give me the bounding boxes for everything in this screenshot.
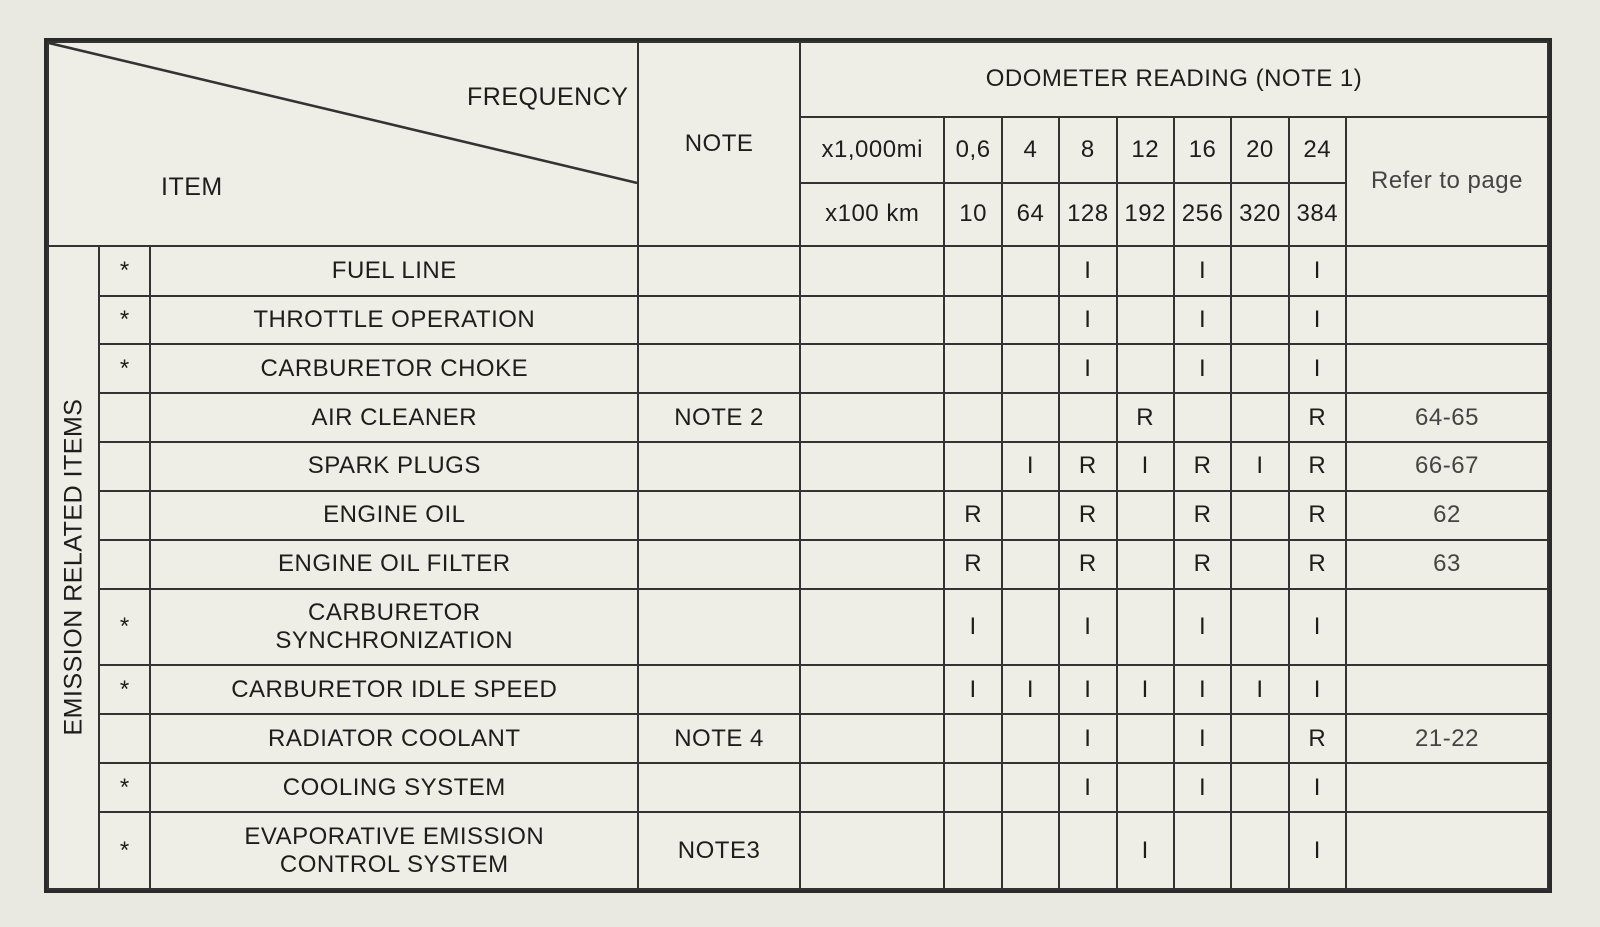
item-note: [638, 665, 800, 714]
service-mark: [1002, 393, 1059, 442]
mile-header: 20: [1231, 117, 1288, 184]
service-mark: [1059, 812, 1116, 889]
service-mark: R: [1289, 442, 1346, 491]
mile-header: 8: [1059, 117, 1116, 184]
service-mark: [944, 246, 1001, 296]
service-mark: [944, 763, 1001, 812]
service-mark: [1002, 491, 1059, 540]
dealer-service-star: *: [99, 812, 150, 889]
item-name: AIR CLEANER: [150, 393, 638, 442]
refer-page: 62: [1346, 491, 1548, 540]
service-mark: I: [1289, 812, 1346, 889]
service-mark: R: [1289, 540, 1346, 589]
service-mark: I: [1117, 442, 1174, 491]
table-row: [48, 714, 1548, 763]
service-mark: [1231, 589, 1288, 666]
item-note: [638, 442, 800, 491]
unit-spacer-cell: [800, 393, 944, 442]
table-row: [48, 491, 1548, 540]
service-mark: I: [1059, 246, 1116, 296]
table-row: [48, 589, 1548, 666]
service-mark: I: [1289, 589, 1346, 666]
km-header: 128: [1059, 183, 1116, 245]
service-mark: I: [1174, 714, 1231, 763]
item-name: CARBURETOR SYNCHRONIZATION: [150, 589, 638, 666]
item-note: [638, 763, 800, 812]
item-name: CARBURETOR CHOKE: [150, 344, 638, 393]
table-row: [48, 665, 1548, 714]
service-mark: [1002, 589, 1059, 666]
unit-spacer-cell: [800, 344, 944, 393]
item-note: [638, 296, 800, 345]
service-mark: I: [1002, 442, 1059, 491]
service-mark: [1117, 763, 1174, 812]
item-note: [638, 491, 800, 540]
service-mark: [1117, 344, 1174, 393]
dealer-service-star: [99, 714, 150, 763]
service-mark: R: [944, 540, 1001, 589]
unit-spacer-cell: [800, 589, 944, 666]
refer-page: [1346, 763, 1548, 812]
refer-page: [1346, 665, 1548, 714]
service-mark: I: [944, 589, 1001, 666]
service-mark: [1117, 714, 1174, 763]
service-mark: [1231, 714, 1288, 763]
service-mark: R: [1059, 540, 1116, 589]
service-mark: R: [1289, 393, 1346, 442]
unit-spacer-cell: [800, 812, 944, 889]
dealer-service-star: *: [99, 296, 150, 345]
item-note: NOTE 4: [638, 714, 800, 763]
item-name: FUEL LINE: [150, 246, 638, 296]
service-mark: R: [944, 491, 1001, 540]
service-mark: [1117, 491, 1174, 540]
service-mark: [944, 442, 1001, 491]
unit-spacer-cell: [800, 296, 944, 345]
service-mark: [1231, 763, 1288, 812]
item-note: [638, 589, 800, 666]
service-mark: [1231, 246, 1288, 296]
service-mark: I: [1231, 665, 1288, 714]
service-mark: [1002, 246, 1059, 296]
section-label: EMISSION RELATED ITEMS: [59, 398, 88, 736]
item-label: ITEM: [161, 173, 223, 201]
service-mark: [1002, 296, 1059, 345]
item-name: CARBURETOR IDLE SPEED: [150, 665, 638, 714]
unit-spacer-cell: [800, 665, 944, 714]
mile-header: 24: [1289, 117, 1346, 184]
item-name: ENGINE OIL FILTER: [150, 540, 638, 589]
refer-page: [1346, 246, 1548, 296]
item-name: SPARK PLUGS: [150, 442, 638, 491]
item-name: THROTTLE OPERATION: [150, 296, 638, 345]
item-name: ENGINE OIL: [150, 491, 638, 540]
service-mark: [944, 393, 1001, 442]
service-mark: I: [1231, 442, 1288, 491]
dealer-service-star: *: [99, 589, 150, 666]
service-mark: [1231, 344, 1288, 393]
frequency-label: FREQUENCY: [467, 83, 629, 111]
service-mark: [1231, 491, 1288, 540]
maintenance-schedule-table: [44, 38, 1552, 893]
refer-page: [1346, 812, 1548, 889]
service-mark: I: [1059, 344, 1116, 393]
service-mark: [1231, 540, 1288, 589]
service-mark: R: [1059, 491, 1116, 540]
service-mark: [1002, 344, 1059, 393]
service-mark: R: [1289, 491, 1346, 540]
item-frequency-header: [48, 42, 638, 246]
mile-header: 4: [1002, 117, 1059, 184]
km-header: 320: [1231, 183, 1288, 245]
unit-spacer-cell: [800, 540, 944, 589]
dealer-service-star: *: [99, 246, 150, 296]
service-mark: [1174, 812, 1231, 889]
service-mark: [1059, 393, 1116, 442]
unit-miles: x1,000mi: [800, 117, 944, 184]
service-mark: I: [1059, 589, 1116, 666]
service-mark: I: [1117, 665, 1174, 714]
service-mark: [1231, 393, 1288, 442]
refer-page: 64-65: [1346, 393, 1548, 442]
refer-page: [1346, 296, 1548, 345]
service-mark: [1117, 246, 1174, 296]
item-note: NOTE3: [638, 812, 800, 889]
service-mark: I: [1289, 246, 1346, 296]
unit-spacer-cell: [800, 491, 944, 540]
item-note: NOTE 2: [638, 393, 800, 442]
dealer-service-star: *: [99, 344, 150, 393]
service-mark: [1231, 296, 1288, 345]
item-name: EVAPORATIVE EMISSION CONTROL SYSTEM: [150, 812, 638, 889]
refer-page: 63: [1346, 540, 1548, 589]
item-note: [638, 344, 800, 393]
unit-spacer-cell: [800, 442, 944, 491]
table-row: [48, 540, 1548, 589]
service-mark: I: [1174, 344, 1231, 393]
item-name: COOLING SYSTEM: [150, 763, 638, 812]
dealer-service-star: [99, 540, 150, 589]
service-mark: [944, 296, 1001, 345]
service-mark: R: [1289, 714, 1346, 763]
km-header: 10: [944, 183, 1001, 245]
refer-page: 21-22: [1346, 714, 1548, 763]
service-mark: I: [1117, 812, 1174, 889]
service-mark: [944, 344, 1001, 393]
refer-page: 66-67: [1346, 442, 1548, 491]
service-mark: [1002, 714, 1059, 763]
table-row: [48, 246, 1548, 296]
service-mark: I: [1059, 763, 1116, 812]
service-mark: I: [1174, 296, 1231, 345]
service-mark: R: [1174, 491, 1231, 540]
service-mark: I: [1059, 296, 1116, 345]
service-mark: [1117, 589, 1174, 666]
service-mark: I: [1289, 344, 1346, 393]
km-header: 192: [1117, 183, 1174, 245]
service-mark: [944, 812, 1001, 889]
schedule-grid: [47, 41, 1549, 890]
service-mark: I: [1002, 665, 1059, 714]
service-mark: R: [1059, 442, 1116, 491]
section-label-cell: [48, 246, 99, 889]
service-mark: [1231, 812, 1288, 889]
service-mark: [1002, 763, 1059, 812]
unit-spacer-cell: [800, 714, 944, 763]
service-mark: I: [1174, 665, 1231, 714]
table-row: [48, 344, 1548, 393]
table-row: [48, 763, 1548, 812]
service-mark: I: [944, 665, 1001, 714]
note-header: NOTE: [638, 42, 800, 246]
item-note: [638, 540, 800, 589]
mile-header: 16: [1174, 117, 1231, 184]
dealer-service-star: [99, 442, 150, 491]
service-mark: I: [1059, 665, 1116, 714]
unit-spacer-cell: [800, 246, 944, 296]
table-row: [48, 442, 1548, 491]
service-mark: [1002, 540, 1059, 589]
item-name: RADIATOR COOLANT: [150, 714, 638, 763]
unit-spacer-cell: [800, 763, 944, 812]
service-mark: I: [1174, 763, 1231, 812]
mile-header: 12: [1117, 117, 1174, 184]
dealer-service-star: *: [99, 763, 150, 812]
odometer-title: ODOMETER READING (NOTE 1): [800, 42, 1548, 117]
service-mark: I: [1174, 246, 1231, 296]
refer-page: [1346, 344, 1548, 393]
service-mark: [944, 714, 1001, 763]
dealer-service-star: [99, 393, 150, 442]
table-row: [48, 296, 1548, 345]
service-mark: I: [1289, 665, 1346, 714]
service-mark: [1117, 296, 1174, 345]
service-mark: R: [1117, 393, 1174, 442]
diagonal-divider: [49, 43, 637, 245]
refer-to-page-header: Refer to page: [1346, 117, 1548, 246]
service-mark: I: [1289, 763, 1346, 812]
service-mark: [1174, 393, 1231, 442]
km-header: 256: [1174, 183, 1231, 245]
km-header: 64: [1002, 183, 1059, 245]
service-mark: I: [1289, 296, 1346, 345]
service-mark: I: [1059, 714, 1116, 763]
unit-km: x100 km: [800, 183, 944, 245]
dealer-service-star: [99, 491, 150, 540]
service-mark: R: [1174, 442, 1231, 491]
service-mark: R: [1174, 540, 1231, 589]
service-mark: I: [1174, 589, 1231, 666]
refer-page: [1346, 589, 1548, 666]
mile-header: 0,6: [944, 117, 1001, 184]
table-row: [48, 393, 1548, 442]
item-note: [638, 246, 800, 296]
service-mark: [1002, 812, 1059, 889]
table-row: [48, 812, 1548, 889]
km-header: 384: [1289, 183, 1346, 245]
dealer-service-star: *: [99, 665, 150, 714]
service-mark: [1117, 540, 1174, 589]
